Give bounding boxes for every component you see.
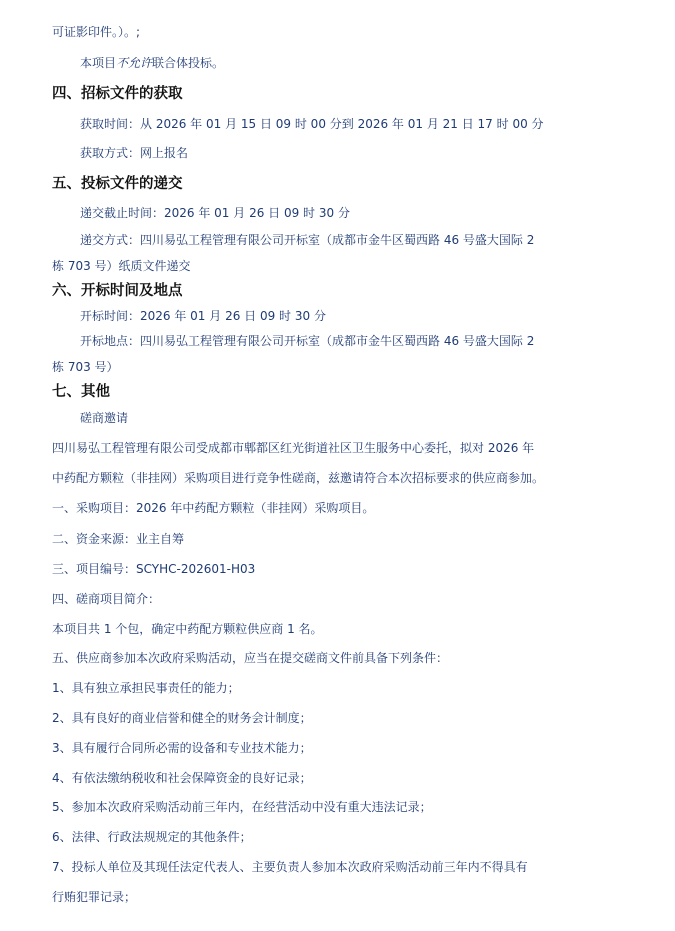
text-line-31: 行贿犯罪记录； [52,890,137,904]
text-line-13: 栋 703 号） [52,360,119,374]
text-line-12: 开标地点：四川易弘工程管理有限公司开标室（成都市金牛区蜀西路 46 号盛大国际 2 [80,334,535,348]
text-line-24: 1、具有独立承担民事责任的能力； [52,681,240,695]
text-line-2-suffix: 联合体投标。 [152,56,225,70]
text-line-9: 栋 703 号）纸质文件递交 [52,259,191,273]
text-line-27: 4、有依法缴纳税收和社会保障资金的良好记录； [52,771,312,785]
text-line-2-prefix: 本项目 [80,56,117,70]
text-line-2-emphasis: 不允许 [116,56,153,70]
text-line-19: 二、资金来源：业主自筹 [52,532,185,546]
text-line-11: 开标时间：2026 年 01 月 26 日 09 时 30 分 [80,309,326,323]
text-line-18: 一、采购项目：2026 年中药配方颗粒（非挂网）采购项目。 [52,501,375,515]
text-line-7: 递交截止时间：2026 年 01 月 26 日 09 时 30 分 [80,206,350,220]
text-line-20: 三、项目编号：SCYHC-202601-H03 [52,562,256,576]
text-line-4: 获取时间：从 2026 年 01 月 15 日 09 时 00 分到 2026 年 01 月 21 日 17 时 00 分 [80,117,544,131]
text-line-5: 获取方式：网上报名 [80,146,189,160]
text-line-30: 7、投标人单位及其现任法定代表人、主要负责人参加本次政府采购活动前三年内不得具有 [52,860,528,874]
text-line-1: 可证影印件。）。; [52,25,141,39]
text-line-29: 6、法律、行政法规规定的其他条件； [52,830,252,844]
text-line-28: 5、参加本次政府采购活动前三年内，在经营活动中没有重大违法记录； [52,800,432,814]
section-heading-7: 七、其他 [52,384,110,400]
text-line-8: 递交方式：四川易弘工程管理有限公司开标室（成都市金牛区蜀西路 46 号盛大国际 2 [80,233,535,247]
text-line-16: 四川易弘工程管理有限公司受成都市郫都区红光街道社区卫生服务中心委托，拟对 2026 年 [52,441,535,455]
section-heading-4: 四、招标文件的获取 [52,86,183,102]
text-line-23: 五、供应商参加本次政府采购活动，应当在提交磋商文件前具备下列条件： [52,651,449,665]
text-line-21: 四、磋商项目简介： [52,592,161,606]
section-heading-6: 六、开标时间及地点 [52,283,183,299]
text-line-22: 本项目共 1 个包，确定中药配方颗粒供应商 1 名。 [52,622,323,636]
text-line-2 [80,55,224,71]
text-line-25: 2、具有良好的商业信誉和健全的财务会计制度； [52,711,312,725]
text-line-26: 3、具有履行合同所必需的设备和专业技术能力； [52,741,312,755]
text-line-15: 磋商邀请 [80,411,129,425]
text-line-17: 中药配方颗粒（非挂网）采购项目进行竞争性磋商，兹邀请符合本次招标要求的供应商参加。 [52,471,545,485]
section-heading-5: 五、投标文件的递交 [52,176,183,192]
